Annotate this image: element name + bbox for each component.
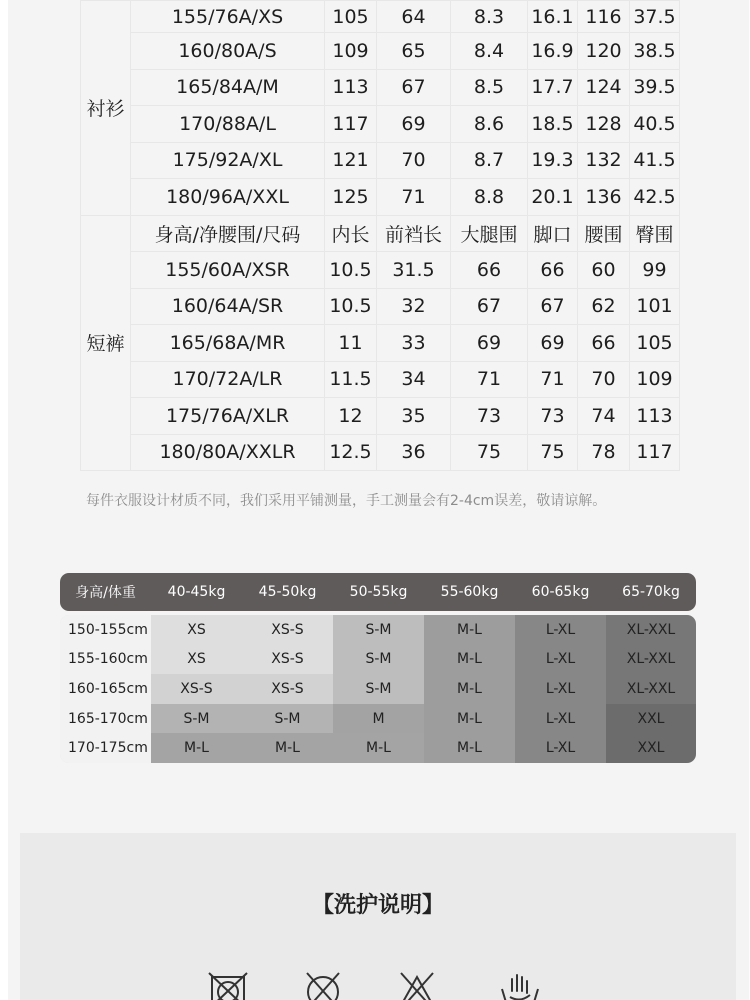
table-cell: 60 (578, 252, 630, 289)
size-table (80, 0, 680, 471)
size-recommendation-cell: S-M (242, 704, 333, 734)
size-recommendation-cell: L-XL (515, 645, 606, 675)
column-header: 内长 (325, 215, 377, 252)
table-cell: 180/96A/XXL (131, 179, 325, 216)
table-cell: 8.6 (451, 106, 528, 143)
table-cell: 66 (451, 252, 528, 289)
table-cell: 8.8 (451, 179, 528, 216)
table-cell: 71 (377, 179, 451, 216)
column-header: 臀围 (630, 215, 680, 252)
column-header: 前裆长 (377, 215, 451, 252)
size-recommendation-cell: XS-S (151, 674, 242, 704)
recommendation-header-cell: 65-70kg (622, 584, 680, 600)
care-section (20, 833, 736, 1000)
shirt-category-label: 衬衫 (81, 1, 131, 216)
size-recommendation-cell: M (333, 704, 424, 734)
size-recommendation-cell: M-L (424, 645, 515, 675)
recommendation-row (60, 674, 696, 704)
shirt-row (81, 1, 680, 33)
size-recommendation-cell: L-XL (515, 704, 606, 734)
table-cell: 155/76A/XS (131, 1, 325, 33)
height-range-label: 160-165cm (60, 674, 151, 704)
column-header: 腰围 (578, 215, 630, 252)
table-cell: 67 (377, 69, 451, 106)
shorts-row (81, 361, 680, 398)
size-recommendation-cell: XS-S (242, 615, 333, 645)
height-range-label: 170-175cm (60, 733, 151, 763)
table-cell: 69 (377, 106, 451, 143)
table-cell: 12 (325, 398, 377, 435)
table-cell: 155/60A/XSR (131, 252, 325, 289)
table-cell: 66 (578, 325, 630, 362)
table-cell: 136 (578, 179, 630, 216)
table-cell: 37.5 (630, 1, 680, 33)
recommendation-header-cell: 身高/体重 (75, 585, 136, 601)
table-cell: 31.5 (377, 252, 451, 289)
table-cell: 8.3 (451, 1, 528, 33)
table-cell: 67 (451, 288, 528, 325)
table-cell: 32 (377, 288, 451, 325)
table-cell: 120 (578, 33, 630, 70)
table-cell: 101 (630, 288, 680, 325)
table-cell: 124 (578, 69, 630, 106)
recommendation-row (60, 704, 696, 734)
size-recommendation-cell: S-M (151, 704, 242, 734)
shirt-row (81, 142, 680, 179)
size-recommendation-cell: L-XL (515, 674, 606, 704)
table-cell: 180/80A/XXLR (131, 434, 325, 471)
table-cell: 75 (528, 434, 578, 471)
table-cell: 8.7 (451, 142, 528, 179)
recommendation-row (60, 733, 696, 763)
shirt-row (81, 69, 680, 106)
size-recommendation-cell: S-M (333, 674, 424, 704)
size-recommendation-cell: XS-S (242, 645, 333, 675)
measurement-note: 每件衣服设计材质不同，我们采用平铺测量，手工测量会有2-4cm误差，敬请谅解。 (86, 493, 607, 509)
table-cell: 165/68A/MR (131, 325, 325, 362)
table-cell: 69 (528, 325, 578, 362)
table-cell: 16.9 (528, 33, 578, 70)
table-cell: 11 (325, 325, 377, 362)
recommendation-header-cell: 45-50kg (258, 584, 317, 600)
column-header: 身高/净腰围/尺码 (131, 215, 325, 252)
table-cell: 116 (578, 1, 630, 33)
no-bleach-icon (395, 969, 439, 1000)
shirt-row (81, 106, 680, 143)
size-recommendation-cell: XL-XXL (606, 674, 696, 704)
size-recommendation-cell: M-L (424, 674, 515, 704)
size-recommendation-table (60, 573, 696, 763)
table-cell: 41.5 (630, 142, 680, 179)
table-cell: 20.1 (528, 179, 578, 216)
shirt-row (81, 33, 680, 70)
table-cell: 165/84A/M (131, 69, 325, 106)
table-cell: 10.5 (325, 252, 377, 289)
recommendation-row (60, 645, 696, 675)
hand-wash-icon (498, 969, 542, 1000)
table-cell: 17.7 (528, 69, 578, 106)
size-recommendation-cell: M-L (242, 733, 333, 763)
table-cell: 117 (630, 434, 680, 471)
height-range-label: 155-160cm (60, 645, 151, 675)
table-cell: 117 (325, 106, 377, 143)
table-cell: 34 (377, 361, 451, 398)
recommendation-header-cell: 60-65kg (531, 584, 590, 600)
table-cell: 36 (377, 434, 451, 471)
shorts-category-label: 短裤 (81, 215, 131, 471)
size-recommendation-cell: XS (151, 615, 242, 645)
table-cell: 12.5 (325, 434, 377, 471)
column-header: 脚口 (528, 215, 578, 252)
size-recommendation-cell: XS-S (242, 674, 333, 704)
table-cell: 62 (578, 288, 630, 325)
table-cell: 125 (325, 179, 377, 216)
size-recommendation-cell: M-L (424, 733, 515, 763)
table-cell: 10.5 (325, 288, 377, 325)
recommendation-header (60, 573, 696, 611)
table-cell: 109 (325, 33, 377, 70)
table-cell: 8.4 (451, 33, 528, 70)
column-header: 大腿围 (451, 215, 528, 252)
size-recommendation-cell: XL-XXL (606, 615, 696, 645)
shorts-header-row (81, 215, 680, 252)
table-cell: 65 (377, 33, 451, 70)
size-recommendation-cell: XL-XXL (606, 645, 696, 675)
shorts-row (81, 252, 680, 289)
recommendation-header-cell: 55-60kg (440, 584, 499, 600)
table-cell: 8.5 (451, 69, 528, 106)
table-cell: 175/76A/XLR (131, 398, 325, 435)
recommendation-header-cell: 50-55kg (349, 584, 408, 600)
shorts-row (81, 325, 680, 362)
table-cell: 105 (630, 325, 680, 362)
table-cell: 19.3 (528, 142, 578, 179)
table-cell: 35 (377, 398, 451, 435)
size-recommendation-cell: XS (151, 645, 242, 675)
table-cell: 175/92A/XL (131, 142, 325, 179)
height-range-label: 150-155cm (60, 615, 151, 645)
height-range-label: 165-170cm (60, 704, 151, 734)
table-cell: 160/80A/S (131, 33, 325, 70)
table-cell: 160/64A/SR (131, 288, 325, 325)
size-recommendation-cell: L-XL (515, 615, 606, 645)
size-recommendation-cell: M-L (424, 615, 515, 645)
care-title: 【洗护说明】 (311, 893, 444, 918)
table-cell: 73 (528, 398, 578, 435)
recommendation-row (60, 615, 696, 645)
table-cell: 66 (528, 252, 578, 289)
size-recommendation-cell: M-L (424, 704, 515, 734)
table-cell: 170/72A/LR (131, 361, 325, 398)
shorts-row (81, 398, 680, 435)
table-cell: 109 (630, 361, 680, 398)
size-recommendation-cell: S-M (333, 615, 424, 645)
recommendation-body (60, 615, 696, 763)
table-cell: 74 (578, 398, 630, 435)
size-recommendation-cell: L-XL (515, 733, 606, 763)
table-cell: 64 (377, 1, 451, 33)
table-cell: 11.5 (325, 361, 377, 398)
recommendation-header-cell: 40-45kg (167, 584, 226, 600)
table-cell: 71 (451, 361, 528, 398)
shorts-row (81, 288, 680, 325)
table-cell: 132 (578, 142, 630, 179)
size-recommendation-cell: S-M (333, 645, 424, 675)
size-recommendation-cell: XXL (606, 733, 696, 763)
table-cell: 128 (578, 106, 630, 143)
table-cell: 113 (630, 398, 680, 435)
table-cell: 38.5 (630, 33, 680, 70)
size-recommendation-cell: M-L (151, 733, 242, 763)
table-cell: 67 (528, 288, 578, 325)
size-recommendation-cell: XXL (606, 704, 696, 734)
table-cell: 40.5 (630, 106, 680, 143)
no-tumble-dry-icon (207, 969, 251, 1000)
table-cell: 16.1 (528, 1, 578, 33)
table-cell: 42.5 (630, 179, 680, 216)
table-cell: 39.5 (630, 69, 680, 106)
table-cell: 71 (528, 361, 578, 398)
table-cell: 99 (630, 252, 680, 289)
table-cell: 78 (578, 434, 630, 471)
table-cell: 121 (325, 142, 377, 179)
table-cell: 70 (578, 361, 630, 398)
table-cell: 73 (451, 398, 528, 435)
table-cell: 113 (325, 69, 377, 106)
table-cell: 105 (325, 1, 377, 33)
table-cell: 18.5 (528, 106, 578, 143)
table-cell: 69 (451, 325, 528, 362)
table-cell: 170/88A/L (131, 106, 325, 143)
shorts-row (81, 434, 680, 471)
table-cell: 33 (377, 325, 451, 362)
no-dry-clean-icon (301, 969, 345, 1000)
table-cell: 70 (377, 142, 451, 179)
shirt-row (81, 179, 680, 216)
table-cell: 75 (451, 434, 528, 471)
size-recommendation-cell: M-L (333, 733, 424, 763)
